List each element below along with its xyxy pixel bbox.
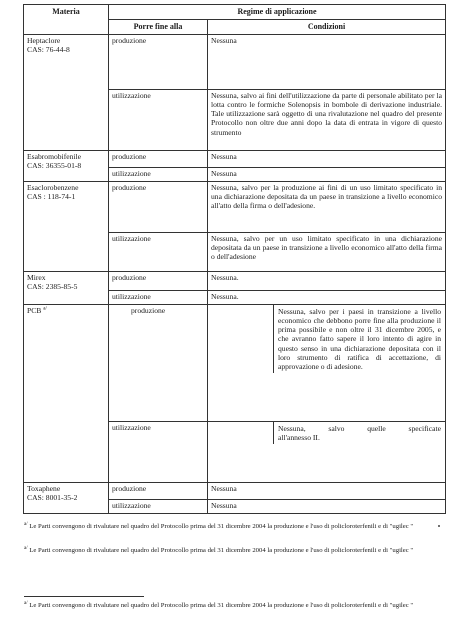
footnote-rule — [24, 596, 144, 597]
table-header-row — [24, 5, 446, 20]
util-cond-wrap — [208, 421, 446, 482]
footnote-3 — [24, 601, 444, 611]
materia-name: Toxaphene — [27, 483, 61, 493]
materia-cas: CAS: 36355-01-8 — [27, 160, 82, 170]
util-label: utilizzazione — [109, 232, 208, 271]
prod-cond: Nessuna — [208, 34, 446, 89]
materia-cas: CAS: 2385-85-5 — [27, 281, 78, 291]
materia-cell — [24, 304, 109, 482]
util-label: utilizzazione — [109, 499, 208, 513]
footnote-text: Le Parti convengono di rivalutare nel quadro del Protocollo prima del 31 dicembre 2004 la produzione e l'uso di policloroterfenili e di "ugilec " — [27, 523, 414, 531]
header-porre: Porre fine alla — [109, 19, 208, 34]
prod-cond: Nessuna, salvo per i paesi in transizione a livello economico che debbono porre fine alla produzione il prima possibile e non oltre il 31 dicembre 2005, e che avranno fatto sapere il loro intento di agire in questo senso in una dichiarazione depositata con il loro strumento di ratifica di accettazione, di approvazione o di adesione. — [273, 305, 445, 374]
prod-label: produzione — [109, 34, 208, 89]
util-cond: Nessuna — [208, 499, 446, 513]
materia-cell — [24, 34, 109, 150]
materia-cell — [24, 482, 109, 513]
util-label: utilizzazione — [109, 290, 208, 304]
materia-cas: CAS : 118-74-1 — [27, 191, 76, 201]
footnote-marker: a/ — [24, 546, 28, 551]
regime-table — [23, 4, 446, 514]
util-label: utilizzazione — [109, 421, 208, 482]
table-row — [24, 482, 446, 499]
prod-cond: Nessuna — [208, 482, 446, 499]
header-condizioni: Condizioni — [208, 19, 446, 34]
util-cond: Nessuna, salvo ai fini dell'utilizzazione da parte di personale abilitato per la lotta contro le formiche Solenopsis in bombole di derivazione industriale. Tale utilizzazione sarà oggetto di una rivalutazione nel quadro del presente Protocollo non oltre due anni dopo la data di entrata in vigore di questo strumento — [208, 89, 446, 150]
prod-label: produzione — [109, 271, 208, 290]
table-row — [24, 181, 446, 232]
prod-label: produzione — [109, 181, 208, 232]
materia-cell — [24, 181, 109, 271]
util-label: utilizzazione — [109, 89, 208, 150]
table-row — [24, 271, 446, 290]
materia-cas: CAS: 8001-35-2 — [27, 492, 78, 502]
footnote-text: Le Parti convengono di rivalutare nel quadro del Protocollo prima del 31 dicembre 2004 la produzione e l'uso di policloroterfenili e di "ugilec " — [27, 547, 414, 555]
materia-cell — [24, 150, 109, 181]
util-cond: Nessuna — [208, 167, 446, 181]
footnote-marker: a/ — [24, 522, 28, 527]
footnote-1 — [24, 522, 444, 532]
materia-name: Esaclorobenzene — [27, 182, 79, 192]
materia-name: Heptaclore — [27, 35, 61, 45]
util-cond: Nessuna. — [208, 290, 446, 304]
prod-cond: Nessuna — [208, 150, 446, 167]
util-cond: Nessuna, salvo quelle specificate all'annesso II. — [273, 422, 445, 445]
materia-cas: CAS: 76-44-8 — [27, 44, 70, 54]
util-label: utilizzazione — [109, 167, 208, 181]
prod-label: produzione — [109, 304, 208, 421]
header-materia: Materia — [24, 5, 109, 35]
materia-footnote-marker: a/ — [43, 305, 47, 311]
header-regime: Regime di applicazione — [109, 5, 446, 20]
table-row — [24, 150, 446, 167]
footnote-marker: a/ — [24, 601, 28, 606]
materia-name: PCB — [27, 305, 42, 315]
footnote-text: Le Parti convengono di rivalutare nel quadro del Protocollo prima del 31 dicembre 2004 la produzione e l'uso di policloroterfenili e di "ugilec " — [27, 602, 414, 610]
materia-name: Esabromobifenile — [27, 151, 81, 161]
table-row — [24, 304, 446, 421]
footnote-2 — [24, 546, 444, 556]
materia-name: Mirex — [27, 272, 46, 282]
prod-cond: Nessuna. — [208, 271, 446, 290]
util-cond: Nessuna, salvo per un uso limitato specificato in una dichiarazione depositata da un paese in transizione a livello economico all'atto della firma o dell'adesione — [208, 232, 446, 271]
prod-label: produzione — [109, 150, 208, 167]
prod-cond-wrap — [208, 304, 446, 421]
prod-cond: Nessuna, salvo per la produzione ai fini di un uso limitato specificato in una dichiarazione depositata da un paese in transizione a livello economico all'atto della firma o dell'adesione. — [208, 181, 446, 232]
table-row — [24, 34, 446, 89]
prod-label: produzione — [109, 482, 208, 499]
materia-cell — [24, 271, 109, 304]
